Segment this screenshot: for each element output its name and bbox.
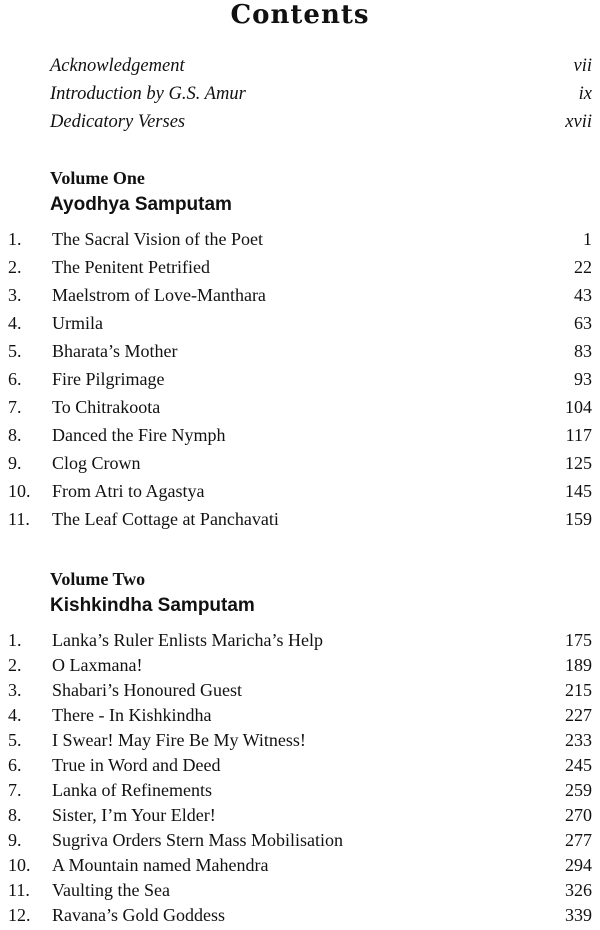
chapter-entry[interactable]	[0, 397, 600, 422]
chapter-title: Urmila	[52, 313, 103, 333]
chapter-page: 145	[565, 481, 592, 501]
volume-label: Volume Two	[50, 569, 146, 589]
chapter-entry[interactable]	[0, 481, 600, 506]
chapter-number: 5.	[8, 730, 22, 750]
front-matter-label: Introduction by G.S. Amur	[50, 84, 246, 104]
chapter-entry[interactable]	[0, 830, 600, 855]
chapter-page: 22	[574, 257, 592, 277]
chapter-title: Vaulting the Sea	[52, 880, 170, 900]
chapter-title: Lanka of Refinements	[52, 780, 212, 800]
chapter-title: Sister, I’m Your Elder!	[52, 805, 216, 825]
chapter-entry[interactable]	[0, 509, 600, 534]
chapter-entry[interactable]	[0, 755, 600, 780]
front-matter-page: ix	[578, 84, 592, 104]
chapter-number: 4.	[8, 705, 22, 725]
chapter-title: I Swear! May Fire Be My Witness!	[52, 730, 306, 750]
chapter-page: 117	[565, 425, 592, 445]
chapter-title: Lanka’s Ruler Enlists Maricha’s Help	[52, 630, 323, 650]
chapter-title: Bharata’s Mother	[52, 341, 178, 361]
chapter-number: 8.	[8, 805, 22, 825]
chapter-title: Maelstrom of Love-Manthara	[52, 285, 266, 305]
front-matter-page: vii	[573, 56, 592, 76]
chapter-number: 9.	[8, 453, 22, 473]
volume-title: Ayodhya Samputam	[50, 194, 232, 215]
chapter-entry[interactable]	[0, 730, 600, 755]
front-matter-item[interactable]	[0, 84, 600, 112]
page-title: Contents	[230, 0, 370, 30]
chapter-title: From Atri to Agastya	[52, 481, 205, 501]
chapter-page: 227	[565, 705, 592, 725]
chapter-entry[interactable]	[0, 880, 600, 905]
chapter-page: 159	[565, 509, 592, 529]
chapter-entry[interactable]	[0, 680, 600, 705]
chapter-page: 93	[574, 369, 592, 389]
chapter-page: 326	[565, 880, 592, 900]
chapter-entry[interactable]	[0, 705, 600, 730]
chapter-number: 10.	[8, 481, 31, 501]
chapter-title: The Leaf Cottage at Panchavati	[52, 509, 279, 529]
chapter-number: 12.	[8, 905, 31, 925]
chapter-number: 4.	[8, 313, 22, 333]
chapter-entry[interactable]	[0, 257, 600, 282]
chapter-page: 277	[565, 830, 592, 850]
chapter-entry[interactable]	[0, 285, 600, 310]
chapter-page: 215	[565, 680, 592, 700]
chapter-title: Shabari’s Honoured Guest	[52, 680, 242, 700]
chapter-title: Clog Crown	[52, 453, 141, 473]
chapter-title: The Penitent Petrified	[52, 257, 210, 277]
volume-label: Volume One	[50, 168, 145, 188]
chapter-page: 83	[574, 341, 592, 361]
chapter-number: 7.	[8, 397, 22, 417]
chapter-page: 63	[574, 313, 592, 333]
chapter-entry[interactable]	[0, 630, 600, 655]
chapter-number: 6.	[8, 755, 22, 775]
chapter-title: O Laxmana!	[52, 655, 143, 675]
chapter-number: 3.	[8, 285, 22, 305]
chapter-number: 8.	[8, 425, 22, 445]
chapter-number: 3.	[8, 680, 22, 700]
chapter-title: Fire Pilgrimage	[52, 369, 165, 389]
chapter-title: There - In Kishkindha	[52, 705, 212, 725]
chapter-entry[interactable]	[0, 313, 600, 338]
chapter-page: 259	[565, 780, 592, 800]
chapter-number: 10.	[8, 855, 31, 875]
chapter-entry[interactable]	[0, 855, 600, 880]
chapter-page: 125	[565, 453, 592, 473]
chapter-number: 6.	[8, 369, 22, 389]
chapter-number: 2.	[8, 257, 22, 277]
volume-title: Kishkindha Samputam	[50, 595, 255, 616]
chapter-entry[interactable]	[0, 780, 600, 805]
chapter-number: 9.	[8, 830, 22, 850]
chapter-page: 189	[565, 655, 592, 675]
chapter-title: True in Word and Deed	[52, 755, 221, 775]
chapter-page: 294	[565, 855, 592, 875]
chapter-entry[interactable]	[0, 369, 600, 394]
front-matter-label: Acknowledgement	[50, 56, 185, 76]
chapter-number: 5.	[8, 341, 22, 361]
chapter-page: 1	[583, 229, 592, 249]
chapter-entry[interactable]	[0, 453, 600, 478]
chapter-title: The Sacral Vision of the Poet	[52, 229, 264, 249]
chapter-page: 43	[574, 285, 592, 305]
chapter-number: 11.	[8, 880, 30, 900]
chapter-entry[interactable]	[0, 341, 600, 366]
chapter-title: A Mountain named Mahendra	[52, 855, 269, 875]
chapter-title: Sugriva Orders Stern Mass Mobilisation	[52, 830, 343, 850]
chapter-page: 104	[565, 397, 592, 417]
chapter-entry[interactable]	[0, 905, 600, 930]
chapter-number: 1.	[8, 630, 22, 650]
front-matter-page: xvii	[565, 112, 592, 132]
chapter-page: 245	[565, 755, 592, 775]
chapter-number: 2.	[8, 655, 22, 675]
chapter-page: 270	[565, 805, 592, 825]
chapter-page: 233	[565, 730, 592, 750]
chapter-entry[interactable]	[0, 425, 600, 450]
chapter-entry[interactable]	[0, 229, 600, 254]
chapter-number: 1.	[8, 229, 22, 249]
front-matter-label: Dedicatory Verses	[50, 112, 186, 132]
chapter-entry[interactable]	[0, 805, 600, 830]
chapter-entry[interactable]	[0, 655, 600, 680]
front-matter-item[interactable]	[0, 56, 600, 84]
chapter-page: 175	[565, 630, 592, 650]
chapter-number: 11.	[8, 509, 30, 529]
chapter-page: 339	[565, 905, 592, 925]
chapter-title: Ravana’s Gold Goddess	[52, 905, 225, 925]
chapter-title: To Chitrakoota	[52, 397, 161, 417]
front-matter-item[interactable]	[0, 112, 600, 140]
chapter-title: Danced the Fire Nymph	[52, 425, 226, 445]
chapter-number: 7.	[8, 780, 22, 800]
